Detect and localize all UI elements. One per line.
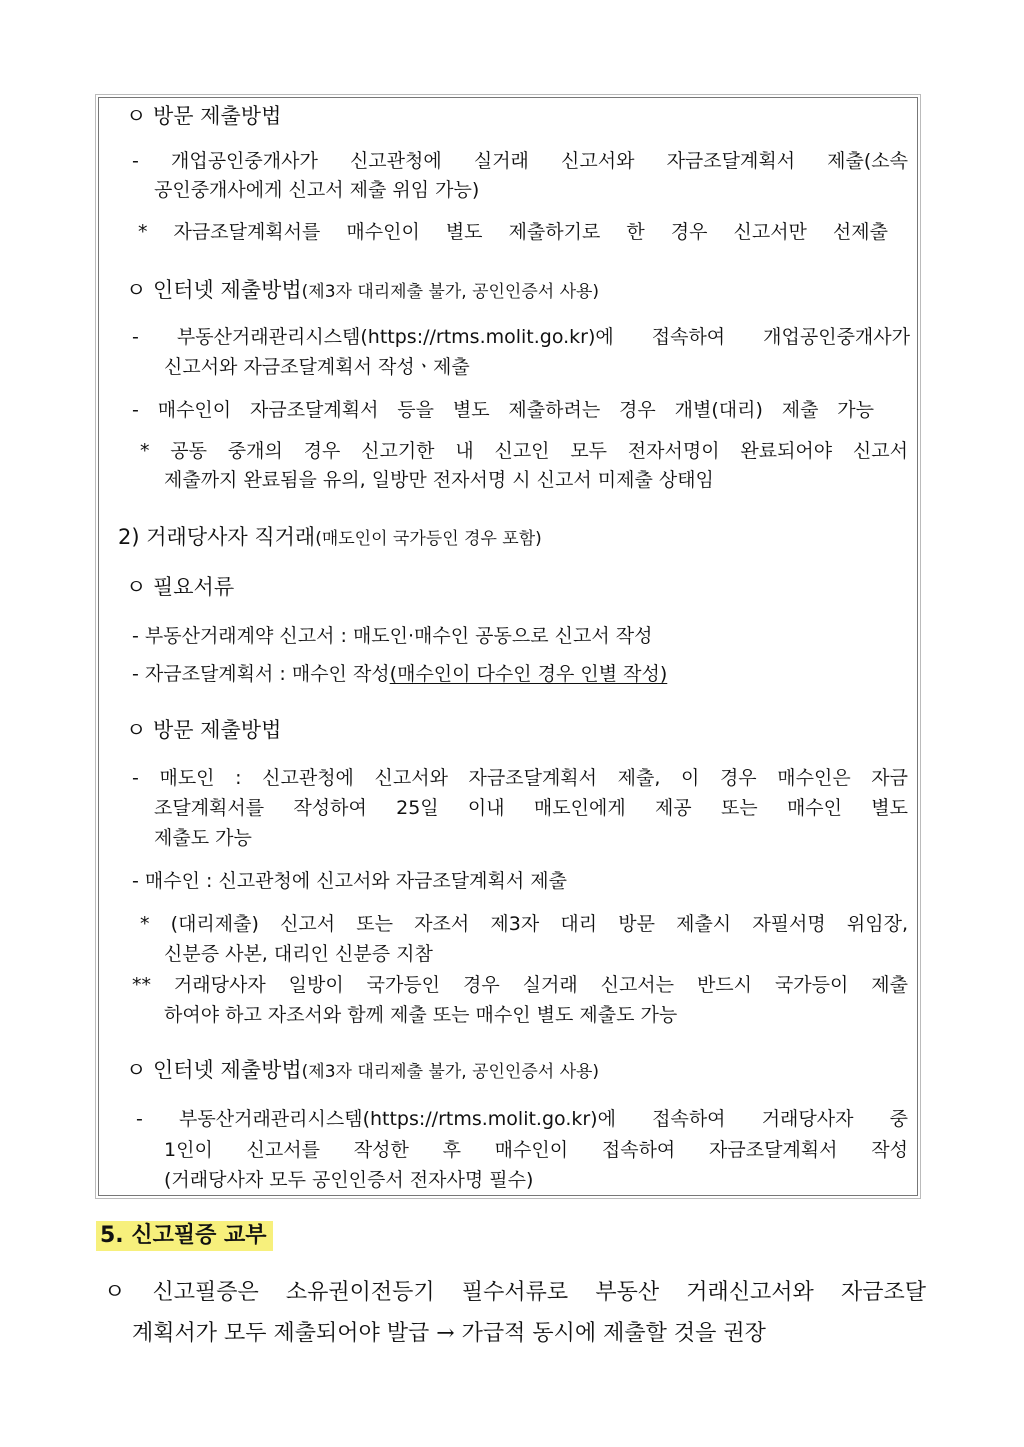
buyer-item: - 매수인 : 신고관청에 신고서와 자금조달계획서 제출 (132, 870, 567, 892)
internet-item-1-line-2: 신고서와 자금조달계획서 작성ㆍ제출 (164, 356, 470, 378)
direct-internet-item-line-1: - 부동산거래관리시스템(https://rtms.molit.go.kr)에 접속하여 거래당사자 중 (136, 1108, 908, 1130)
internet-submission-heading: ㅇ 인터넷 제출방법(제3자 대리제출 불가, 공인인증서 사용) (126, 278, 600, 302)
internet-note-line-2: 제출까지 완료됨을 유의, 일방만 전자서명 시 신고서 미제출 상태임 (164, 469, 714, 491)
proxy-note-line-2: 신분증 사본, 대리인 신분증 지참 (164, 943, 433, 965)
direct-visit-heading: ㅇ 방문 제출방법 (126, 718, 282, 742)
seller-item-line-1: - 매도인 : 신고관청에 신고서와 자금조달계획서 제출, 이 경우 매수인은 자금 (132, 767, 908, 789)
section-5-paragraph-line-1: ㅇ 신고필증은 소유권이전등기 필수서류로 부동산 거래신고서와 자금조달 (104, 1280, 926, 1305)
required-docs-heading: ㅇ 필요서류 (126, 575, 235, 599)
seller-item-line-2: 조달계획서를 작성하여 25일 이내 매도인에게 제공 또는 매수인 별도 (154, 797, 908, 819)
proxy-note-line-1: * (대리제출) 신고서 또는 자조서 제3자 대리 방문 제출시 자필서명 위임장, (140, 913, 908, 935)
direct-trade-heading: 2) 거래당사자 직거래(매도인이 국가등인 경우 포함) (118, 525, 542, 549)
section-5-title: 5. 신고필증 교부 (96, 1221, 273, 1251)
internet-item-1-line-1: - 부동산거래관리시스템(https://rtms.molit.go.kr)에 접속하여 개업공인중개사가 (132, 326, 910, 348)
required-doc-2: - 자금조달계획서 : 매수인 작성(매수인이 다수인 경우 인별 작성) (132, 663, 668, 685)
state-note-line-1: ** 거래당사자 일방이 국가등인 경우 실거래 신고서는 반드시 국가등이 제출 (132, 974, 908, 996)
direct-internet-item-line-2: 1인이 신고서를 작성한 후 매수인이 접속하여 자금조달계획서 작성 (164, 1139, 908, 1161)
visit-item-1-line-1: - 개업공인중개사가 신고관청에 실거래 신고서와 자금조달계획서 제출(소속 (132, 150, 908, 172)
direct-internet-item-line-3: (거래당사자 모두 공인인증서 전자사명 필수) (164, 1169, 534, 1191)
required-doc-1: - 부동산거래계약 신고서 : 매도인·매수인 공동으로 신고서 작성 (132, 625, 653, 647)
state-note-line-2: 하여야 하고 자조서와 함께 제출 또는 매수인 별도 제출도 가능 (164, 1004, 678, 1026)
internet-note-line-1: * 공동 중개의 경우 신고기한 내 신고인 모두 전자서명이 완료되어야 신고서 (140, 440, 908, 462)
visit-submission-heading: ㅇ 방문 제출방법 (126, 104, 282, 128)
internet-item-2: - 매수인이 자금조달계획서 등을 별도 제출하려는 경우 개별(대리) 제출 가능 (132, 399, 874, 421)
visit-note: * 자금조달계획서를 매수인이 별도 제출하기로 한 경우 신고서만 선제출 (138, 221, 888, 243)
visit-item-1-line-2: 공인중개사에게 신고서 제출 위임 가능) (154, 179, 480, 201)
direct-internet-heading: ㅇ 인터넷 제출방법(제3자 대리제출 불가, 공인인증서 사용) (126, 1058, 600, 1082)
seller-item-line-3: 제출도 가능 (154, 827, 252, 849)
section-5-paragraph-line-2: 계획서가 모두 제출되어야 발급 → 가급적 동시에 제출할 것을 권장 (132, 1321, 766, 1346)
